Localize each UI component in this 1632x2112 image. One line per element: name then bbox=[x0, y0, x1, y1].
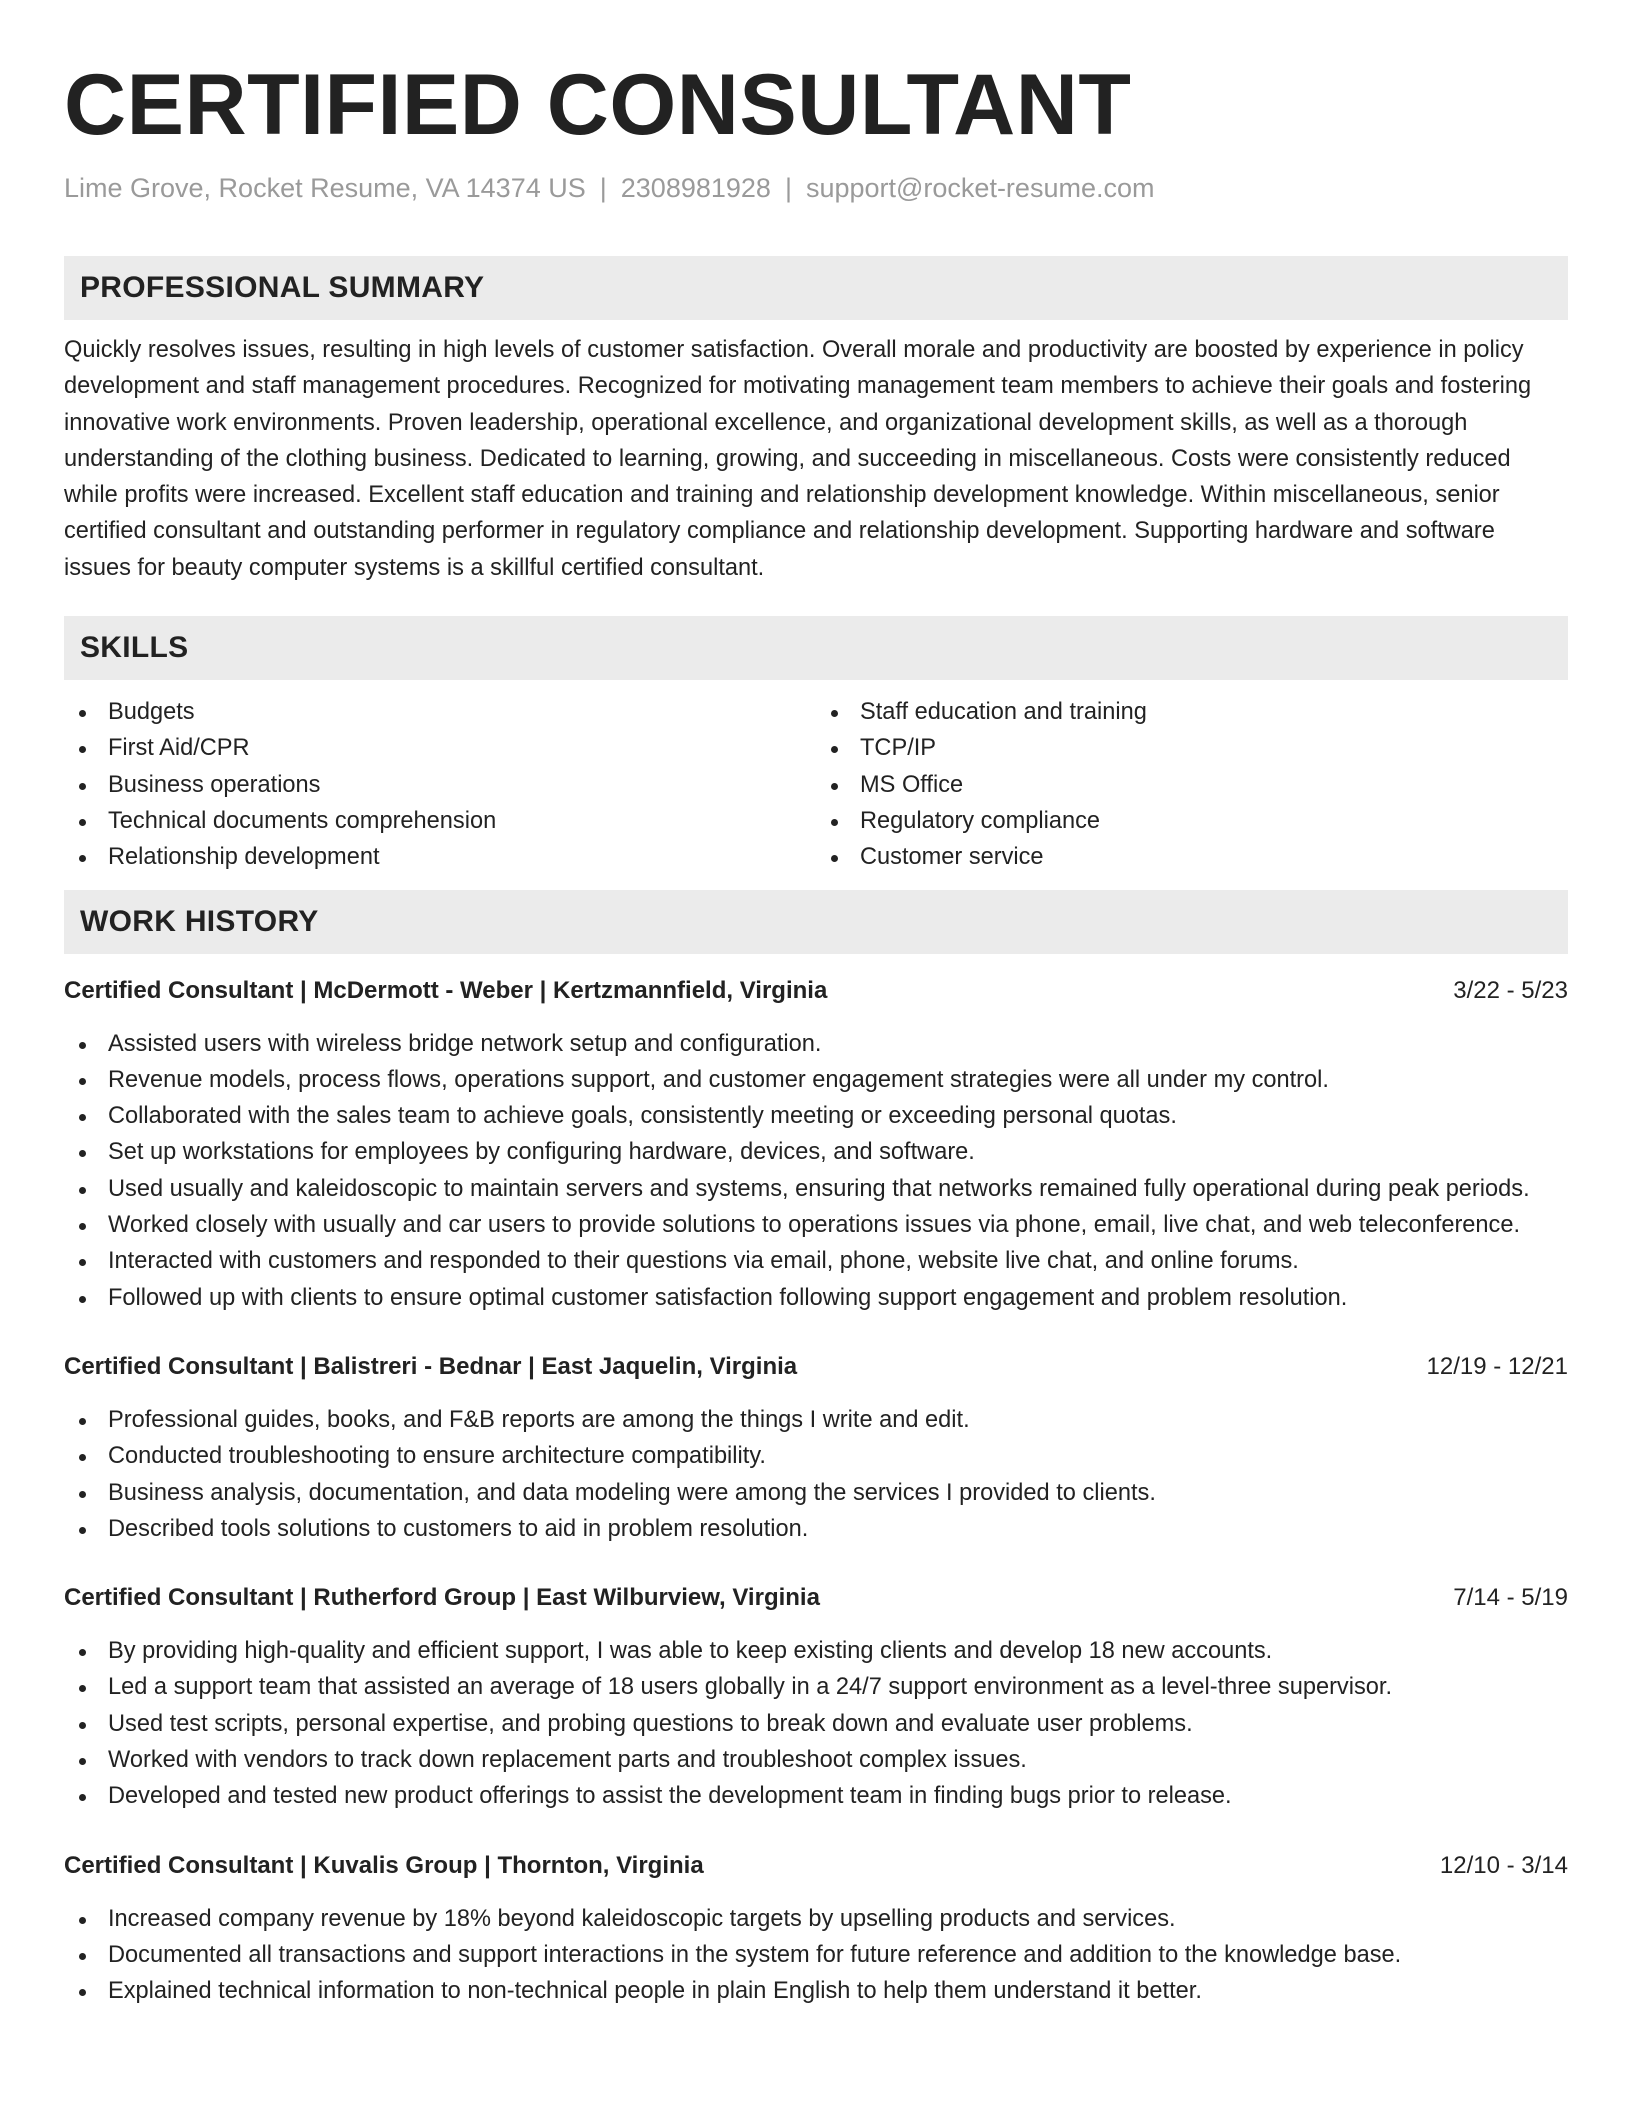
job-bullet: Used usually and kaleidoscopic to maintain servers and systems, ensuring that networks remained fully operational during peak periods. bbox=[64, 1171, 1568, 1207]
job-dates: 3/22 - 5/23 bbox=[1453, 976, 1568, 1004]
job-bullets bbox=[64, 1633, 1568, 1814]
skill-item: Customer service bbox=[816, 839, 1568, 875]
skills-column-right bbox=[816, 694, 1568, 875]
job-bullet: Conducted troubleshooting to ensure architecture compatibility. bbox=[64, 1438, 1568, 1474]
job-entry bbox=[64, 973, 1568, 1316]
job-bullet: Assisted users with wireless bridge network setup and configuration. bbox=[64, 1026, 1568, 1062]
job-dates: 7/14 - 5/19 bbox=[1453, 1584, 1568, 1612]
job-bullet: Set up workstations for employees by configuring hardware, devices, and software. bbox=[64, 1134, 1568, 1170]
contact-address: Lime Grove, Rocket Resume, VA 14374 US bbox=[64, 173, 586, 203]
contact-separator: | bbox=[784, 173, 792, 203]
job-bullet: Business analysis, documentation, and data modeling were among the services I provided to clients. bbox=[64, 1475, 1568, 1511]
contact-email: support@rocket-resume.com bbox=[805, 173, 1155, 203]
job-title: Certified Consultant | Rutherford Group | East Wilburview, Virginia bbox=[64, 1584, 820, 1612]
job-bullet: Followed up with clients to ensure optimal customer satisfaction following support engagement and problem resolution. bbox=[64, 1280, 1568, 1316]
skill-item: Relationship development bbox=[64, 839, 816, 875]
skills-list bbox=[64, 694, 1568, 875]
job-header bbox=[64, 973, 1568, 1009]
job-bullet: Professional guides, books, and F&B reports are among the things I write and edit. bbox=[64, 1402, 1568, 1438]
job-title: Certified Consultant | Balistreri - Bednar | East Jaquelin, Virginia bbox=[64, 1352, 798, 1380]
job-bullet: Worked with vendors to track down replacement parts and troubleshoot complex issues. bbox=[64, 1742, 1568, 1778]
skill-item: Staff education and training bbox=[816, 694, 1568, 730]
job-bullet: Developed and tested new product offerings to assist the development team in finding bugs prior to release. bbox=[64, 1778, 1568, 1814]
job-bullets bbox=[64, 1026, 1568, 1316]
skill-item: Business operations bbox=[64, 767, 816, 803]
contact-line bbox=[64, 170, 1568, 206]
job-bullet: Worked closely with usually and car users to provide solutions to operations issues via phone, email, live chat, and web teleconference. bbox=[64, 1207, 1568, 1243]
job-bullet: Documented all transactions and support interactions in the system for future reference and addition to the knowledge base. bbox=[64, 1937, 1568, 1973]
job-bullet: Increased company revenue by 18% beyond kaleidoscopic targets by upselling products and services. bbox=[64, 1901, 1568, 1937]
job-title: Certified Consultant | McDermott - Weber | Kertzmannfield, Virginia bbox=[64, 976, 828, 1004]
skill-item: Technical documents comprehension bbox=[64, 803, 816, 839]
skill-item: First Aid/CPR bbox=[64, 730, 816, 766]
job-bullets bbox=[64, 1402, 1568, 1547]
job-bullet: Revenue models, process flows, operations support, and customer engagement strategies were all under my control. bbox=[64, 1062, 1568, 1098]
job-bullet: By providing high-quality and efficient support, I was able to keep existing clients and develop 18 new accounts. bbox=[64, 1633, 1568, 1669]
work-history-heading: WORK HISTORY bbox=[64, 890, 1568, 954]
job-bullets bbox=[64, 1901, 1568, 2010]
job-header bbox=[64, 1848, 1568, 1884]
job-bullet: Interacted with customers and responded to their questions via email, phone, website live chat, and online forums. bbox=[64, 1243, 1568, 1279]
job-entry bbox=[64, 1349, 1568, 1547]
job-bullet: Described tools solutions to customers to aid in problem resolution. bbox=[64, 1511, 1568, 1547]
job-entry bbox=[64, 1848, 1568, 2010]
contact-phone: 2308981928 bbox=[620, 173, 771, 203]
candidate-name: CERTIFIED CONSULTANT bbox=[64, 57, 1132, 153]
job-dates: 12/19 - 12/21 bbox=[1426, 1352, 1568, 1380]
job-bullet: Collaborated with the sales team to achieve goals, consistently meeting or exceeding personal quotas. bbox=[64, 1098, 1568, 1134]
job-bullet: Used test scripts, personal expertise, and probing questions to break down and evaluate user problems. bbox=[64, 1706, 1568, 1742]
job-bullet: Led a support team that assisted an average of 18 users globally in a 24/7 support environment as a level-three supervisor. bbox=[64, 1669, 1568, 1705]
skill-item: MS Office bbox=[816, 767, 1568, 803]
job-header bbox=[64, 1580, 1568, 1616]
skills-column-left bbox=[64, 694, 816, 875]
summary-heading: PROFESSIONAL SUMMARY bbox=[64, 256, 1568, 320]
job-title: Certified Consultant | Kuvalis Group | Thornton, Virginia bbox=[64, 1851, 704, 1879]
contact-separator: | bbox=[599, 173, 607, 203]
job-entry bbox=[64, 1580, 1568, 1814]
job-dates: 12/10 - 3/14 bbox=[1439, 1851, 1568, 1879]
skills-heading: SKILLS bbox=[64, 616, 1568, 680]
skill-item: Regulatory compliance bbox=[816, 803, 1568, 839]
skill-item: TCP/IP bbox=[816, 730, 1568, 766]
skill-item: Budgets bbox=[64, 694, 816, 730]
job-bullet: Explained technical information to non-technical people in plain English to help them understand it better. bbox=[64, 1973, 1568, 2009]
job-header bbox=[64, 1349, 1568, 1385]
summary-text: Quickly resolves issues, resulting in high levels of customer satisfaction. Overall morale and productivity are boosted by experience in policy development and staff management procedures. Recognized for motivating management team members to achieve their goals and fostering innovative work environments. Proven leadership, operational excellence, and organizational development skills, as well as a thorough understanding of the clothing business. Dedicated to learning, growing, and succeeding in miscellaneous. Costs were consistently reduced while profits were increased. Excellent staff education and training and relationship development knowledge. Within miscellaneous, senior certified consultant and outstanding performer in regulatory compliance and relationship development. Supporting hardware and software issues for beauty computer systems is a skillful certified consultant. bbox=[64, 337, 1532, 581]
